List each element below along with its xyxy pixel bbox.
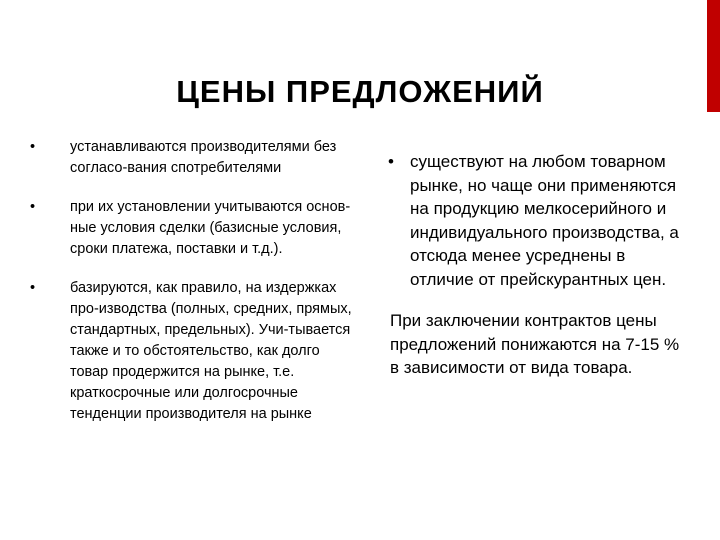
left-bullet-text: базируются, как правило, на издержках про-изводства (полных, средних, прямых, стандартных, предельных). Учи-тывается также и то обстоятельство, как долго товар продержится на рынке, т.е. краткосрочные или долгосрочные тенденции производителя на рынке (70, 280, 352, 422)
right-bullet-item (388, 150, 688, 291)
bullet-marker: • (30, 199, 36, 215)
slide-title: ЦЕНЫ ПРЕДЛОЖЕНИЙ (176, 74, 544, 109)
left-bullet-list (30, 137, 360, 443)
left-bullet-item (30, 137, 360, 179)
bullet-marker: • (388, 152, 394, 171)
bullet-marker: • (30, 139, 36, 155)
right-bullet-text: существуют на любом товарном рынке, но чаще они применяются на продукцию мелкосерийного и индивидуального производства, а отсюда менее усреднены в отличие от прейскурантных цен. (410, 152, 679, 289)
left-bullet-text: устанавливаются производителями без согласо-вания спотребителями (70, 139, 337, 176)
left-bullet-text: при их установлении учитываются основ-ные условия сделки (базисные условия, сроки платежа, поставки и т.д.). (70, 199, 351, 257)
bullet-marker: • (30, 280, 36, 296)
left-bullet-item (30, 278, 360, 425)
right-note-text: При заключении контрактов цены предложений понижаются на 7-15 % в зависимости от вида товара. (390, 311, 680, 377)
right-column (388, 150, 688, 380)
left-bullet-item (30, 197, 360, 260)
